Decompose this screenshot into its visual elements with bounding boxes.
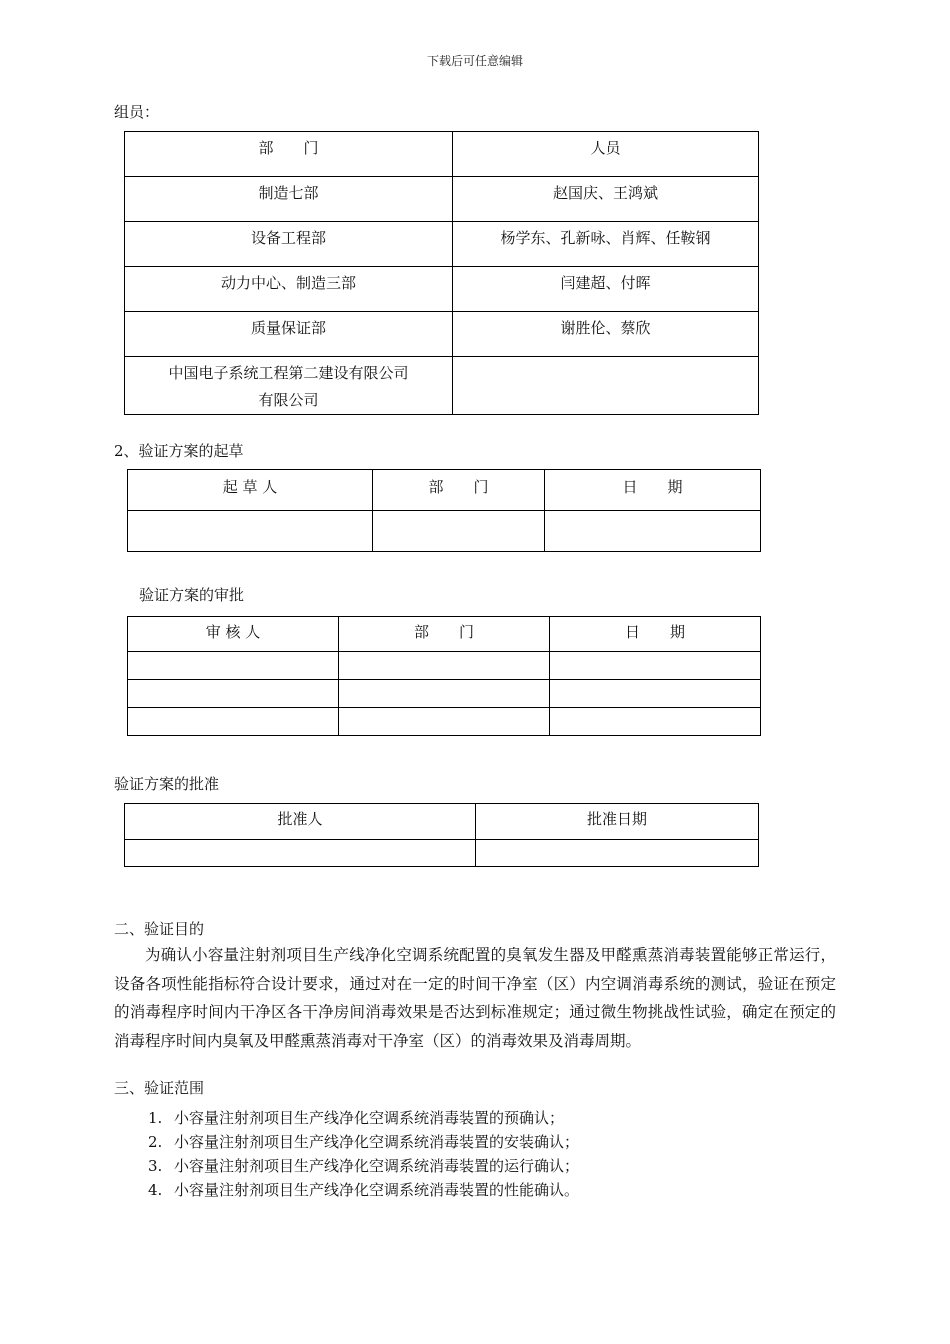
drafter-cell: [128, 511, 373, 552]
table-row: [128, 708, 761, 736]
table-row: [125, 357, 759, 415]
table-row: [128, 652, 761, 680]
table-row: [125, 312, 759, 357]
review-table: [127, 616, 761, 736]
people-cell: 闫建超、付晖: [453, 267, 759, 312]
header-cell-dept: 部 门: [339, 617, 550, 652]
approval-title: 验证方案的批准: [114, 775, 220, 793]
reviewer-cell: [128, 652, 339, 680]
people-cell: 赵国庆、王鸿斌: [453, 177, 759, 222]
table-row: [128, 511, 761, 552]
dept-cell: [339, 680, 550, 708]
table-row: [125, 222, 759, 267]
review-title: 验证方案的审批: [139, 586, 245, 604]
draft-title: 2、验证方案的起草: [114, 442, 244, 460]
date-cell: [550, 680, 761, 708]
people-cell: 杨学东、孔新咏、肖辉、任鞍钢: [453, 222, 759, 267]
table-header-row: [125, 804, 759, 840]
table-header-row: [128, 470, 761, 511]
header-cell-reviewer: 审 核 人: [128, 617, 339, 652]
dept-cell: 制造七部: [125, 177, 453, 222]
scope-list: [148, 1106, 579, 1202]
dept-cell: 质量保证部: [125, 312, 453, 357]
people-cell: 谢胜伦、蔡欣: [453, 312, 759, 357]
members-table: [124, 131, 759, 415]
header-cell-date: 日 期: [545, 470, 761, 511]
table-row: [125, 840, 759, 867]
page-header: 下载后可任意编辑: [426, 54, 523, 68]
list-item: 3. 小容量注射剂项目生产线净化空调系统消毒装置的运行确认；: [148, 1157, 580, 1175]
dept-cell: 动力中心、制造三部: [125, 267, 453, 312]
header-cell-approver: 批准人: [125, 804, 476, 840]
header-cell-dept: 部 门: [373, 470, 545, 511]
dept-cell: 设备工程部: [125, 222, 453, 267]
header-cell-date: 日 期: [550, 617, 761, 652]
approver-cell: [125, 840, 476, 867]
purpose-paragraph: 为确认小容量注射剂项目生产线净化空调系统配置的臭氧发生器及甲醛熏蒸消毒装置能够正常运行，设备各项性能指标符合设计要求，通过对在一定的时间干净室（区）内空调消毒系统的测试，验证在预定的消毒程序时间内干净区各干净房间消毒效果是否达到标准规定；通过微生物挑战性试验，确定在预定的消毒程序时间内臭氧及甲醛熏蒸消毒对干净室（区）的消毒效果及消毒周期。: [114, 946, 836, 1050]
list-item: 2. 小容量注射剂项目生产线净化空调系统消毒装置的安装确认；: [148, 1133, 580, 1151]
members-label: 组员：: [114, 103, 160, 121]
header-cell-people: 人员: [453, 132, 759, 177]
date-cell: [545, 511, 761, 552]
dept-cell: [339, 652, 550, 680]
table-row: [125, 177, 759, 222]
date-cell: [550, 708, 761, 736]
approval-table: [124, 803, 759, 867]
table-header-row: [128, 617, 761, 652]
header-cell-drafter: 起 草 人: [128, 470, 373, 511]
header-cell-approval-date: 批准日期: [476, 804, 759, 840]
list-item: 4. 小容量注射剂项目生产线净化空调系统消毒装置的性能确认。: [148, 1181, 580, 1199]
scope-title: 三、验证范围: [114, 1079, 205, 1097]
approval-date-cell: [476, 840, 759, 867]
reviewer-cell: [128, 708, 339, 736]
dept-cell: [339, 708, 550, 736]
header-cell-dept: 部 门: [125, 132, 453, 177]
purpose-title: 二、验证目的: [114, 920, 205, 938]
dept-cell: 中国电子系统工程第二建设有限公司 有限公司: [125, 357, 453, 415]
table-row: [125, 267, 759, 312]
list-item: 1. 小容量注射剂项目生产线净化空调系统消毒装置的预确认；: [148, 1109, 565, 1127]
table-header-row: [125, 132, 759, 177]
people-cell: [453, 357, 759, 415]
date-cell: [550, 652, 761, 680]
dept-cell: [373, 511, 545, 552]
draft-table: [127, 469, 761, 552]
table-row: [128, 680, 761, 708]
reviewer-cell: [128, 680, 339, 708]
